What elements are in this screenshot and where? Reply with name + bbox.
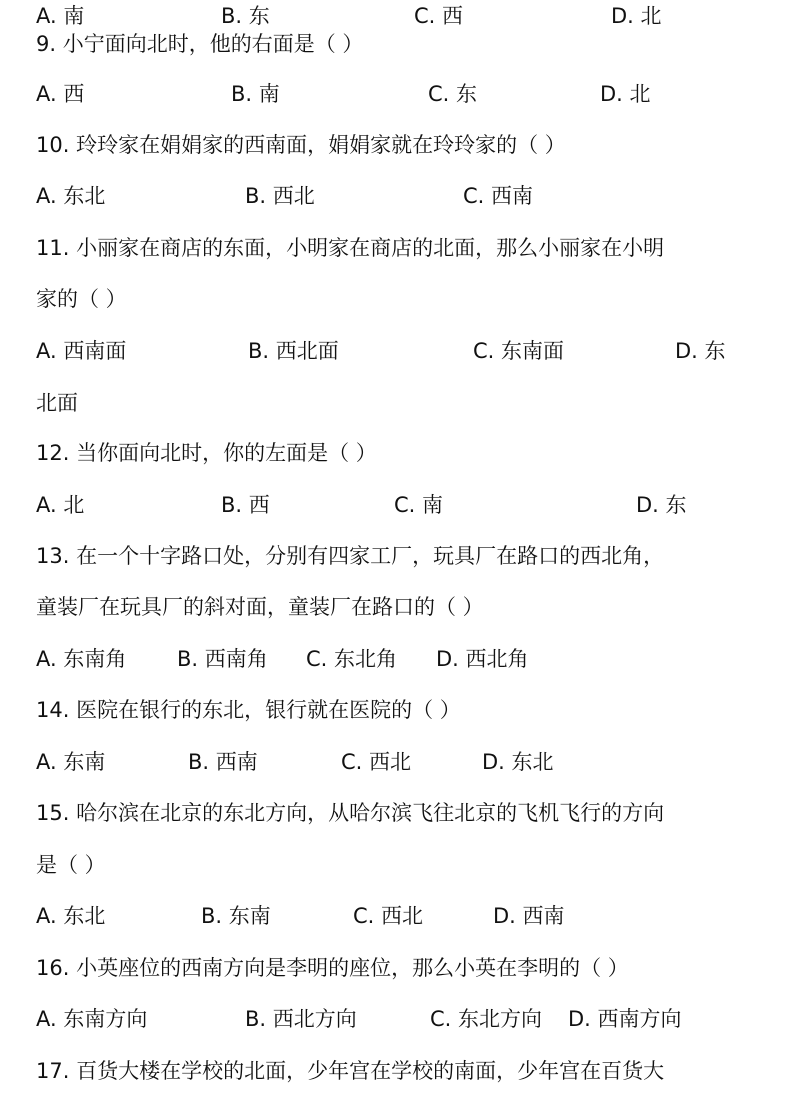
q9-option-b: B. 南: [231, 82, 280, 106]
q11-option-c: C. 东南面: [473, 339, 565, 363]
q13-option-b: B. 西南角: [177, 647, 268, 671]
q8-option-a: A. 南: [36, 4, 85, 28]
q14-option-d: D. 东北: [482, 750, 554, 774]
q8-option-c: C. 西: [414, 4, 464, 28]
q16-option-c: C. 东北方向: [430, 1007, 543, 1031]
q9-option-c: C. 东: [428, 82, 478, 106]
q10-option-a: A. 东北: [36, 184, 106, 208]
q13-option-a: A. 东南角: [36, 647, 127, 671]
q9-option-a: A. 西: [36, 82, 85, 106]
q8-option-b: B. 东: [221, 4, 270, 28]
q13-stem-line2: 童装厂在玩具厂的斜对面，童装厂在路口的（ ）: [36, 595, 484, 619]
q10-stem: 10. 玲玲家在娟娟家的西南面，娟娟家就在玲玲家的（ ）: [36, 133, 566, 157]
q16-option-d: D. 西南方向: [568, 1007, 682, 1031]
q11-option-d: D. 东: [675, 339, 726, 363]
q12-option-b: B. 西: [221, 493, 270, 517]
q12-option-a: A. 北: [36, 493, 85, 517]
q16-stem: 16. 小英座位的西南方向是李明的座位，那么小英在李明的（ ）: [36, 956, 629, 980]
q15-option-b: B. 东南: [201, 904, 271, 928]
q15-option-d: D. 西南: [493, 904, 565, 928]
q14-option-b: B. 西南: [188, 750, 258, 774]
q11-option-a: A. 西南面: [36, 339, 127, 363]
q9-option-d: D. 北: [600, 82, 651, 106]
q16-option-a: A. 东南方向: [36, 1007, 148, 1031]
q10-option-b: B. 西北: [245, 184, 315, 208]
q9-stem: 9. 小宁面向北时，他的右面是（ ）: [36, 32, 364, 56]
q16-option-b: B. 西北方向: [245, 1007, 357, 1031]
q10-option-c: C. 西南: [463, 184, 534, 208]
q17-stem-line1: 17. 百货大楼在学校的北面，少年宫在学校的南面，少年宫在百货大: [36, 1059, 665, 1083]
q14-option-c: C. 西北: [341, 750, 412, 774]
q14-option-a: A. 东南: [36, 750, 106, 774]
q13-stem-line1: 13. 在一个十字路口处，分别有四家工厂，玩具厂在路口的西北角，: [36, 544, 665, 568]
q15-option-c: C. 西北: [353, 904, 424, 928]
q13-option-c: C. 东北角: [306, 647, 398, 671]
q11-stem-line1: 11. 小丽家在商店的东面，小明家在商店的北面，那么小丽家在小明: [36, 236, 665, 260]
q14-stem: 14. 医院在银行的东北，银行就在医院的（ ）: [36, 698, 461, 722]
q12-stem: 12. 当你面向北时，你的左面是（ ）: [36, 441, 377, 465]
q15-stem-line2: 是（ ）: [36, 853, 106, 877]
q12-option-d: D. 东: [636, 493, 687, 517]
q11-option-b: B. 西北面: [248, 339, 339, 363]
q11-stem-line2: 家的（ ）: [36, 287, 127, 311]
q15-option-a: A. 东北: [36, 904, 106, 928]
q8-option-d: D. 北: [611, 4, 662, 28]
q15-stem-line1: 15. 哈尔滨在北京的东北方向，从哈尔滨飞往北京的飞机飞行的方向: [36, 801, 665, 825]
q13-option-d: D. 西北角: [436, 647, 529, 671]
q11-option-d-wrap: 北面: [36, 391, 78, 415]
q12-option-c: C. 南: [394, 493, 444, 517]
